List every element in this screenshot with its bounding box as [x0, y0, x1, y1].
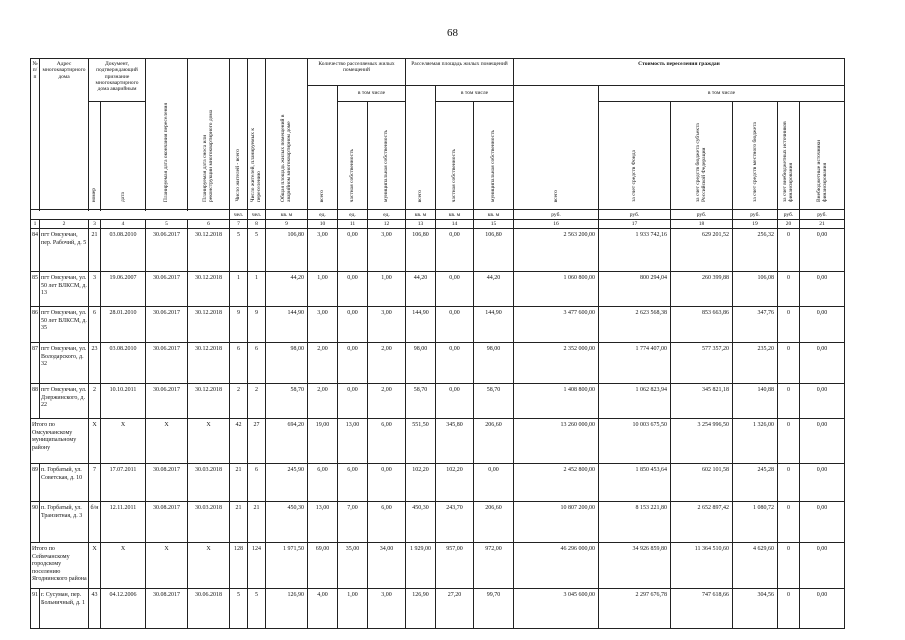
row-index: 89 — [31, 464, 40, 502]
cell-ar-priv: 345,80 — [436, 419, 474, 464]
cell-cnt-priv: 13,00 — [338, 419, 368, 464]
cell-doc-no: 3 — [89, 272, 101, 307]
cell-area: 126,90 — [266, 589, 308, 629]
cell-cost-oth: 0 — [778, 384, 800, 419]
cell-demol: X — [188, 543, 230, 589]
cell-ar-tot: 551,50 — [406, 419, 436, 464]
table-row — [31, 343, 845, 384]
row-index: 86 — [31, 307, 40, 343]
cell-cost-reg: 629 201,52 — [671, 229, 733, 272]
cell-cnt-mun: 3,00 — [368, 589, 406, 629]
cell-cost-fund: 800 294,04 — [599, 272, 671, 307]
header-count-total: всего — [308, 86, 338, 210]
cell-area: 98,00 — [266, 343, 308, 384]
row-address: п. Горбатый, ул. Советская, д. 10 — [40, 464, 89, 502]
cell-cost-tot: 13 260 000,00 — [514, 419, 599, 464]
cell-cost-tot: 2 352 000,00 — [514, 343, 599, 384]
cell-res-rel: 5 — [248, 229, 266, 272]
cell-res: 128 — [230, 543, 248, 589]
header-group-cost: Стоимость переселения граждан — [514, 59, 845, 86]
cell-cnt-mun: 2,00 — [368, 384, 406, 419]
cell-ar-tot: 126,90 — [406, 589, 436, 629]
cell-cnt-tot: 6,00 — [308, 464, 338, 502]
cell-reloc: 30.08.2017 — [146, 464, 188, 502]
cell-reloc: 30.06.2017 — [146, 343, 188, 384]
cell-cost-loc: 347,76 — [733, 307, 778, 343]
total-row — [31, 419, 845, 464]
cell-doc-no: 23 — [89, 343, 101, 384]
table-row — [31, 589, 845, 629]
cell-cost-loc: 4 629,60 — [733, 543, 778, 589]
cell-res: 5 — [230, 589, 248, 629]
cell-area: 1 971,50 — [266, 543, 308, 589]
cell-ar-tot: 98,00 — [406, 343, 436, 384]
cell-cnt-tot: 3,00 — [308, 307, 338, 343]
cell-cost-oth: 0 — [778, 307, 800, 343]
header-cost-total: всего — [514, 86, 599, 210]
cell-cost-oth: 0 — [778, 589, 800, 629]
cell-doc-no: б/н — [89, 502, 101, 543]
cell-cost-reg: 260 399,88 — [671, 272, 733, 307]
cell-ar-priv: 0,00 — [436, 272, 474, 307]
cell-demol: 30.12.2018 — [188, 343, 230, 384]
cell-res: 9 — [230, 307, 248, 343]
column-number: 9 — [266, 220, 308, 229]
cell-res-rel: 1 — [248, 272, 266, 307]
cell-cost-ext: 0,00 — [800, 272, 845, 307]
cell-cost-tot: 3 045 600,00 — [514, 589, 599, 629]
table-row — [31, 384, 845, 419]
row-address: пгт Омсукчан, ул. Дзержинского, д. 22 — [40, 384, 89, 419]
cell-cost-tot: 10 807 200,00 — [514, 502, 599, 543]
cell-doc-date: 12.11.2011 — [101, 502, 146, 543]
cell-doc-date: 03.08.2010 — [101, 229, 146, 272]
cell-cost-oth: 0 — [778, 229, 800, 272]
cell-res: 1 — [230, 272, 248, 307]
cell-cost-tot: 1 060 800,00 — [514, 272, 599, 307]
cell-res: 2 — [230, 384, 248, 419]
cell-cost-fund: 1 774 407,00 — [599, 343, 671, 384]
cell-doc-date: X — [101, 543, 146, 589]
cell-doc-date: 10.10.2011 — [101, 384, 146, 419]
header-count-municipal: муниципальная собственность — [368, 102, 406, 210]
total-label: Итого по Сеймчанскому городскому поселению Ягоднинского района — [31, 543, 89, 589]
cell-cost-reg: 2 652 897,42 — [671, 502, 733, 543]
row-index: 91 — [31, 589, 40, 629]
cell-cost-loc: 235,20 — [733, 343, 778, 384]
header-planned-relocation: Планируемая дата окончания переселения — [146, 59, 188, 210]
cell-cnt-tot: 3,00 — [308, 229, 338, 272]
cell-cost-oth: 0 — [778, 464, 800, 502]
cell-cost-loc: 304,56 — [733, 589, 778, 629]
cell-doc-date: 04.12.2006 — [101, 589, 146, 629]
cell-cnt-mun: 3,00 — [368, 229, 406, 272]
cell-cnt-mun: 2,00 — [368, 343, 406, 384]
cell-cnt-priv: 0,00 — [338, 384, 368, 419]
cell-cnt-tot: 1,00 — [308, 272, 338, 307]
cell-ar-tot: 450,30 — [406, 502, 436, 543]
row-index: 85 — [31, 272, 40, 307]
column-number: 2 — [40, 220, 89, 229]
cell-res-rel: 27 — [248, 419, 266, 464]
cell-ar-tot: 1 929,00 — [406, 543, 436, 589]
cell-cost-oth: 0 — [778, 502, 800, 543]
cell-area: 450,30 — [266, 502, 308, 543]
cell-res-rel: 9 — [248, 307, 266, 343]
cell-cnt-tot: 19,00 — [308, 419, 338, 464]
cell-cost-fund: 2 623 568,38 — [599, 307, 671, 343]
cell-cost-ext: 0,00 — [800, 384, 845, 419]
header-count-private: частная собственность — [338, 102, 368, 210]
cell-cost-oth: 0 — [778, 343, 800, 384]
unit-cell: кв. м — [406, 210, 436, 220]
column-number: 3 — [89, 220, 101, 229]
cell-cnt-priv: 6,00 — [338, 464, 368, 502]
cell-reloc: X — [146, 543, 188, 589]
unit-cell: кв. м — [436, 210, 474, 220]
row-index: 88 — [31, 384, 40, 419]
table-row — [31, 272, 845, 307]
cell-doc-no: 21 — [89, 229, 101, 272]
header-group-count: Количество расселяемых жилых помещений — [308, 59, 406, 86]
cell-ar-priv: 0,00 — [436, 343, 474, 384]
column-number: 6 — [188, 220, 230, 229]
unit-cell: руб. — [514, 210, 599, 220]
page-number: 68 — [447, 27, 458, 39]
cell-doc-no: 6 — [89, 307, 101, 343]
row-address: пгт Омсукчан, пер. Рабочий, д. 5 — [40, 229, 89, 272]
cell-cost-oth: 0 — [778, 419, 800, 464]
cell-cnt-tot: 4,00 — [308, 589, 338, 629]
table-row — [31, 464, 845, 502]
cell-cost-tot: 2 452 800,00 — [514, 464, 599, 502]
cell-ar-mun: 206,60 — [474, 419, 514, 464]
unit-cell: ед. — [368, 210, 406, 220]
cell-cost-reg: 853 663,86 — [671, 307, 733, 343]
cell-ar-mun: 44,20 — [474, 272, 514, 307]
cell-cnt-mun: 0,00 — [368, 464, 406, 502]
cell-cost-ext: 0,00 — [800, 343, 845, 384]
total-label: Итого по Омсукчанскому муниципальному району — [31, 419, 89, 464]
unit-cell: ед. — [338, 210, 368, 220]
row-address: г. Сусуман, пер. Больничный, д. 1 — [40, 589, 89, 629]
cell-area: 144,90 — [266, 307, 308, 343]
cell-cnt-tot: 2,00 — [308, 343, 338, 384]
cell-res-rel: 124 — [248, 543, 266, 589]
header-cost-in-number: в том числе — [599, 86, 845, 102]
cell-cost-ext: 0,00 — [800, 419, 845, 464]
column-number: 14 — [436, 220, 474, 229]
cell-ar-tot: 44,20 — [406, 272, 436, 307]
unit-cell: кв. м — [474, 210, 514, 220]
column-number: 4 — [101, 220, 146, 229]
header-area-total: всего — [406, 86, 436, 210]
cell-doc-no: 7 — [89, 464, 101, 502]
cell-ar-priv: 957,00 — [436, 543, 474, 589]
header-total-area: Общая площадь жилых помещений в аварийном многоквартирном доме — [266, 59, 308, 210]
cell-cnt-mun: 6,00 — [368, 502, 406, 543]
cell-cost-loc: 140,88 — [733, 384, 778, 419]
cell-cnt-tot: 69,00 — [308, 543, 338, 589]
header-group-area: Расселяемая площадь жилых помещений — [406, 59, 514, 86]
cell-demol: X — [188, 419, 230, 464]
column-number: 13 — [406, 220, 436, 229]
cell-cost-loc: 1 326,00 — [733, 419, 778, 464]
cell-cost-tot: 3 477 600,00 — [514, 307, 599, 343]
cell-doc-no: 43 — [89, 589, 101, 629]
cell-ar-mun: 206,60 — [474, 502, 514, 543]
cell-cnt-tot: 2,00 — [308, 384, 338, 419]
cell-cnt-priv: 0,00 — [338, 307, 368, 343]
cell-cost-fund: 34 926 859,80 — [599, 543, 671, 589]
cell-cnt-priv: 7,00 — [338, 502, 368, 543]
column-number: 18 — [671, 220, 733, 229]
header-cost-region: за счет средств бюджета субъекта Российской Федерации — [671, 102, 733, 210]
header-no: № п/п — [31, 59, 40, 210]
cell-cnt-mun: 1,00 — [368, 272, 406, 307]
cell-cost-loc: 106,08 — [733, 272, 778, 307]
column-number: 16 — [514, 220, 599, 229]
cell-res: 6 — [230, 343, 248, 384]
unit-cell: ед. — [308, 210, 338, 220]
unit-cell: чел. — [230, 210, 248, 220]
unit-cell: кв. м — [266, 210, 308, 220]
relocation-register-table — [30, 58, 845, 629]
cell-ar-priv: 0,00 — [436, 307, 474, 343]
cell-cost-ext: 0,00 — [800, 543, 845, 589]
cell-demol: 30.12.2018 — [188, 384, 230, 419]
units-spacer — [31, 210, 230, 220]
cell-cost-reg: 747 618,66 — [671, 589, 733, 629]
unit-cell: руб. — [800, 210, 845, 220]
total-row — [31, 543, 845, 589]
cell-ar-priv: 0,00 — [436, 384, 474, 419]
cell-res-rel: 6 — [248, 343, 266, 384]
cell-cost-reg: 3 254 996,50 — [671, 419, 733, 464]
row-address: пгт Омсукчан, ул. 50 лет ВЛКСМ, д. 13 — [40, 272, 89, 307]
cell-cnt-priv: 0,00 — [338, 272, 368, 307]
cell-res-rel: 2 — [248, 384, 266, 419]
cell-cost-ext: 0,00 — [800, 464, 845, 502]
cell-ar-mun: 106,80 — [474, 229, 514, 272]
header-count-in-number: в том числе — [338, 86, 406, 102]
cell-ar-priv: 27,20 — [436, 589, 474, 629]
cell-cost-reg: 602 101,58 — [671, 464, 733, 502]
cell-cost-oth: 0 — [778, 543, 800, 589]
row-index: 87 — [31, 343, 40, 384]
cell-cnt-priv: 1,00 — [338, 589, 368, 629]
cell-cost-ext: 0,00 — [800, 502, 845, 543]
row-address: п. Горбатый, ул. Транзитная, д. 3 — [40, 502, 89, 543]
cell-reloc: 30.06.2017 — [146, 384, 188, 419]
cell-demol: 30.12.2018 — [188, 272, 230, 307]
cell-cost-fund: 8 153 221,80 — [599, 502, 671, 543]
cell-res: 21 — [230, 502, 248, 543]
cell-doc-no: 2 — [89, 384, 101, 419]
header-cost-fund: за счет средств Фонда — [599, 102, 671, 210]
header-address: Адрес многоквартирного дома — [40, 59, 89, 210]
cell-cnt-mun: 6,00 — [368, 419, 406, 464]
column-number: 21 — [800, 220, 845, 229]
cell-doc-no: X — [89, 419, 101, 464]
header-residents: Число жителей - всего — [230, 59, 248, 210]
cell-res-rel: 6 — [248, 464, 266, 502]
column-number: 12 — [368, 220, 406, 229]
cell-cost-reg: 577 357,20 — [671, 343, 733, 384]
cell-ar-tot: 58,70 — [406, 384, 436, 419]
cell-res: 42 — [230, 419, 248, 464]
cell-ar-priv: 102,20 — [436, 464, 474, 502]
cell-ar-tot: 144,90 — [406, 307, 436, 343]
cell-area: 58,70 — [266, 384, 308, 419]
cell-cost-oth: 0 — [778, 272, 800, 307]
cell-reloc: 30.06.2017 — [146, 307, 188, 343]
cell-demol: 30.12.2018 — [188, 229, 230, 272]
cell-cost-fund: 1 062 823,94 — [599, 384, 671, 419]
cell-cost-fund: 1 850 453,64 — [599, 464, 671, 502]
cell-reloc: 30.06.2017 — [146, 229, 188, 272]
cell-ar-priv: 0,00 — [436, 229, 474, 272]
cell-area: 694,20 — [266, 419, 308, 464]
header-doc-date: дата — [101, 102, 146, 210]
unit-cell: руб. — [733, 210, 778, 220]
cell-cost-loc: 1 080,72 — [733, 502, 778, 543]
cell-cost-ext: 0,00 — [800, 589, 845, 629]
row-index: 84 — [31, 229, 40, 272]
cell-doc-no: X — [89, 543, 101, 589]
cell-cost-tot: 46 296 000,00 — [514, 543, 599, 589]
column-number: 8 — [248, 220, 266, 229]
column-number: 11 — [338, 220, 368, 229]
cell-cnt-priv: 35,00 — [338, 543, 368, 589]
header-residents-relocate: Число жителей, планируемых к переселению — [248, 59, 266, 210]
cell-cost-reg: 345 821,18 — [671, 384, 733, 419]
header-area-municipal: муниципальная собственность — [474, 102, 514, 210]
cell-cost-loc: 245,28 — [733, 464, 778, 502]
header-area-private: частная собственность — [436, 102, 474, 210]
cell-cost-tot: 2 563 200,00 — [514, 229, 599, 272]
cell-cost-loc: 256,32 — [733, 229, 778, 272]
table-row — [31, 229, 845, 272]
header-document: Документ, подтверждающий признание многоквартирного дома аварийным — [89, 59, 146, 102]
cell-ar-mun: 144,90 — [474, 307, 514, 343]
cell-cnt-tot: 13,00 — [308, 502, 338, 543]
unit-cell: руб. — [778, 210, 800, 220]
header-cost-extra: Внебюджетные источники финансирования — [800, 102, 845, 210]
table-row — [31, 307, 845, 343]
cell-doc-date: 03.08.2010 — [101, 343, 146, 384]
cell-ar-mun: 99,70 — [474, 589, 514, 629]
cell-reloc: 30.08.2017 — [146, 502, 188, 543]
cell-ar-mun: 58,70 — [474, 384, 514, 419]
cell-ar-mun: 98,00 — [474, 343, 514, 384]
cell-reloc: 30.06.2017 — [146, 272, 188, 307]
column-number: 10 — [308, 220, 338, 229]
cell-ar-tot: 102,20 — [406, 464, 436, 502]
cell-demol: 30.12.2018 — [188, 307, 230, 343]
cell-ar-mun: 0,00 — [474, 464, 514, 502]
cell-cost-fund: 1 933 742,16 — [599, 229, 671, 272]
unit-cell: руб. — [599, 210, 671, 220]
column-number: 15 — [474, 220, 514, 229]
column-number: 20 — [778, 220, 800, 229]
cell-cost-reg: 11 364 510,60 — [671, 543, 733, 589]
cell-ar-priv: 243,70 — [436, 502, 474, 543]
cell-cnt-priv: 0,00 — [338, 229, 368, 272]
cell-reloc: X — [146, 419, 188, 464]
row-index: 90 — [31, 502, 40, 543]
header-area-in-number: в том числе — [436, 86, 514, 102]
cell-reloc: 30.08.2017 — [146, 589, 188, 629]
cell-cost-fund: 10 003 675,50 — [599, 419, 671, 464]
cell-cost-fund: 2 297 676,78 — [599, 589, 671, 629]
cell-ar-mun: 972,00 — [474, 543, 514, 589]
cell-demol: 30.03.2018 — [188, 464, 230, 502]
column-number: 5 — [146, 220, 188, 229]
header-cost-local: за счет средств местного бюджета — [733, 102, 778, 210]
cell-res-rel: 5 — [248, 589, 266, 629]
cell-res: 21 — [230, 464, 248, 502]
unit-cell: чел. — [248, 210, 266, 220]
cell-area: 44,20 — [266, 272, 308, 307]
cell-res-rel: 21 — [248, 502, 266, 543]
cell-doc-date: 19.06.2007 — [101, 272, 146, 307]
cell-cost-ext: 0,00 — [800, 229, 845, 272]
column-number: 17 — [599, 220, 671, 229]
cell-cnt-mun: 34,00 — [368, 543, 406, 589]
row-address: пгт Омсукчан, ул. 50 лет ВЛКСМ, д. 35 — [40, 307, 89, 343]
cell-cost-tot: 1 408 800,00 — [514, 384, 599, 419]
column-number: 7 — [230, 220, 248, 229]
cell-area: 106,80 — [266, 229, 308, 272]
header-cost-other: за счет внебюджетных источников финансирования — [778, 102, 800, 210]
cell-cnt-priv: 0,00 — [338, 343, 368, 384]
unit-cell: руб. — [671, 210, 733, 220]
cell-doc-date: 28.01.2010 — [101, 307, 146, 343]
cell-demol: 30.06.2018 — [188, 589, 230, 629]
header-doc-number: номер — [89, 102, 101, 210]
cell-demol: 30.03.2018 — [188, 502, 230, 543]
table-row — [31, 502, 845, 543]
cell-doc-date: X — [101, 419, 146, 464]
cell-area: 245,90 — [266, 464, 308, 502]
cell-res: 5 — [230, 229, 248, 272]
column-number: 19 — [733, 220, 778, 229]
cell-cost-ext: 0,00 — [800, 307, 845, 343]
cell-doc-date: 17.07.2011 — [101, 464, 146, 502]
row-address: пгт Омсукчан, ул. Володарского, д. 32 — [40, 343, 89, 384]
column-number: 1 — [31, 220, 40, 229]
header-planned-demolition: Планируемая дата сноса или реконструкции многоквартирного дома — [188, 59, 230, 210]
cell-cnt-mun: 3,00 — [368, 307, 406, 343]
cell-ar-tot: 106,80 — [406, 229, 436, 272]
